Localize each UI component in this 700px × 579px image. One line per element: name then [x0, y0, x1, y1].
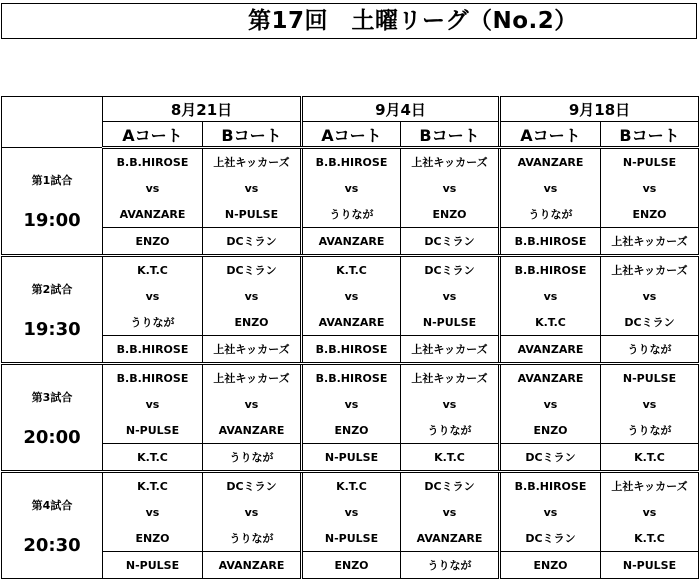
team-cell: N-PULSE	[601, 364, 699, 392]
game-time: 19:00	[23, 210, 81, 231]
referee-team-cell: N-PULSE	[103, 552, 203, 579]
game-time: 19:30	[23, 318, 81, 340]
team-cell: 上社キッカーズ	[401, 148, 500, 176]
referee-team-cell: うりなが	[601, 336, 699, 364]
court-header: Bコート	[601, 122, 699, 148]
match-row	[2, 364, 699, 392]
team-cell: うりなが	[500, 201, 601, 228]
match-row	[2, 391, 699, 417]
court-header: Bコート	[203, 122, 302, 148]
match-row	[2, 444, 699, 472]
referee-team-cell: DCミラン	[203, 228, 302, 256]
team-cell: うりなが	[103, 309, 203, 336]
team-cell: DCミラン	[401, 256, 500, 284]
page-title: 第17回 土曜リーグ（No.2）	[248, 8, 578, 34]
vs-label: vs	[302, 175, 401, 201]
vs-label: vs	[401, 175, 500, 201]
team-cell: K.T.C	[601, 525, 699, 552]
referee-team-cell: K.T.C	[401, 444, 500, 472]
team-cell: ENZO	[601, 201, 699, 228]
team-cell: N-PULSE	[601, 148, 699, 176]
team-cell: DCミラン	[203, 256, 302, 284]
team-cell: うりなが	[203, 525, 302, 552]
vs-label: vs	[401, 283, 500, 309]
court-header-row	[2, 122, 699, 148]
court-header: Aコート	[302, 122, 401, 148]
team-cell: B.B.HIROSE	[302, 148, 401, 176]
game-cell	[2, 148, 103, 256]
team-cell: N-PULSE	[103, 417, 203, 444]
game-time: 20:00	[23, 426, 81, 448]
team-cell: N-PULSE	[401, 309, 500, 336]
team-cell: DCミラン	[601, 309, 699, 336]
match-row	[2, 228, 699, 256]
team-cell: B.B.HIROSE	[103, 148, 203, 176]
vs-label: vs	[401, 499, 500, 525]
referee-team-cell: K.T.C	[103, 444, 203, 472]
vs-label: vs	[500, 499, 601, 525]
date-header: 9月4日	[302, 97, 500, 122]
team-cell: うりなが	[401, 417, 500, 444]
team-cell: AVANZARE	[302, 309, 401, 336]
team-cell: ENZO	[103, 525, 203, 552]
referee-team-cell: ENZO	[103, 228, 203, 256]
referee-team-cell: B.B.HIROSE	[302, 336, 401, 364]
court-header: Aコート	[500, 122, 601, 148]
schedule-table	[1, 96, 699, 579]
match-row	[2, 283, 699, 309]
game-label: 第4試合	[31, 498, 73, 512]
vs-label: vs	[203, 283, 302, 309]
team-cell: DCミラン	[203, 472, 302, 500]
match-row	[2, 175, 699, 201]
date-header: 8月21日	[103, 97, 302, 122]
court-header: Bコート	[401, 122, 500, 148]
match-row	[2, 148, 699, 176]
team-cell: DCミラン	[500, 525, 601, 552]
referee-team-cell: DCミラン	[500, 444, 601, 472]
referee-team-cell: 上社キッカーズ	[601, 228, 699, 256]
vs-label: vs	[601, 499, 699, 525]
team-cell: 上社キッカーズ	[601, 256, 699, 284]
game-time: 20:30	[23, 534, 81, 556]
referee-team-cell: B.B.HIROSE	[103, 336, 203, 364]
game-cell	[2, 256, 103, 364]
date-header: 9月18日	[500, 97, 699, 122]
vs-label: vs	[302, 391, 401, 417]
vs-label: vs	[601, 391, 699, 417]
match-row	[2, 552, 699, 579]
team-cell: 上社キッカーズ	[203, 148, 302, 176]
match-row	[2, 256, 699, 284]
game-cell	[2, 364, 103, 472]
referee-team-cell: AVANZARE	[203, 552, 302, 579]
team-cell: K.T.C	[500, 309, 601, 336]
title-box	[1, 3, 697, 39]
vs-label: vs	[500, 391, 601, 417]
date-header-row	[2, 97, 699, 122]
vs-label: vs	[103, 391, 203, 417]
match-row	[2, 472, 699, 500]
game-label: 第3試合	[31, 390, 73, 404]
vs-label: vs	[302, 499, 401, 525]
team-cell: うりなが	[601, 417, 699, 444]
team-cell: B.B.HIROSE	[302, 364, 401, 392]
game-label: 第2試合	[31, 282, 73, 296]
referee-team-cell: AVANZARE	[500, 336, 601, 364]
team-cell: B.B.HIROSE	[500, 472, 601, 500]
match-row	[2, 499, 699, 525]
team-cell: K.T.C	[103, 256, 203, 284]
referee-team-cell: N-PULSE	[601, 552, 699, 579]
match-row	[2, 309, 699, 336]
vs-label: vs	[203, 175, 302, 201]
game-label: 第1試合	[31, 174, 73, 187]
team-cell: AVANZARE	[500, 364, 601, 392]
vs-label: vs	[103, 283, 203, 309]
vs-label: vs	[601, 283, 699, 309]
referee-team-cell: DCミラン	[401, 228, 500, 256]
team-cell: N-PULSE	[203, 201, 302, 228]
match-row	[2, 201, 699, 228]
team-cell: ENZO	[500, 417, 601, 444]
team-cell: K.T.C	[302, 472, 401, 500]
referee-team-cell: N-PULSE	[302, 444, 401, 472]
team-cell: B.B.HIROSE	[500, 256, 601, 284]
team-cell: AVANZARE	[203, 417, 302, 444]
team-cell: ENZO	[203, 309, 302, 336]
vs-label: vs	[500, 175, 601, 201]
referee-team-cell: うりなが	[203, 444, 302, 472]
referee-team-cell: ENZO	[500, 552, 601, 579]
team-cell: ENZO	[401, 201, 500, 228]
referee-team-cell: うりなが	[401, 552, 500, 579]
referee-team-cell: K.T.C	[601, 444, 699, 472]
games-body	[2, 148, 699, 579]
team-cell: 上社キッカーズ	[203, 364, 302, 392]
team-cell: AVANZARE	[500, 148, 601, 176]
team-cell: K.T.C	[103, 472, 203, 500]
referee-team-cell: 上社キッカーズ	[401, 336, 500, 364]
team-cell: N-PULSE	[302, 525, 401, 552]
team-cell: 上社キッカーズ	[601, 472, 699, 500]
vs-label: vs	[203, 391, 302, 417]
referee-team-cell: 上社キッカーズ	[203, 336, 302, 364]
vs-label: vs	[203, 499, 302, 525]
match-row	[2, 336, 699, 364]
vs-label: vs	[601, 175, 699, 201]
team-cell: うりなが	[302, 201, 401, 228]
team-cell: AVANZARE	[103, 201, 203, 228]
referee-team-cell: ENZO	[302, 552, 401, 579]
team-cell: ENZO	[302, 417, 401, 444]
game-cell	[2, 472, 103, 579]
vs-label: vs	[302, 283, 401, 309]
referee-team-cell: B.B.HIROSE	[500, 228, 601, 256]
referee-team-cell: AVANZARE	[302, 228, 401, 256]
court-header: Aコート	[103, 122, 203, 148]
vs-label: vs	[103, 175, 203, 201]
vs-label: vs	[500, 283, 601, 309]
match-row	[2, 417, 699, 444]
team-cell: 上社キッカーズ	[401, 364, 500, 392]
team-cell: B.B.HIROSE	[103, 364, 203, 392]
team-cell: AVANZARE	[401, 525, 500, 552]
team-cell: K.T.C	[302, 256, 401, 284]
vs-label: vs	[401, 391, 500, 417]
match-row	[2, 525, 699, 552]
team-cell: DCミラン	[401, 472, 500, 500]
vs-label: vs	[103, 499, 203, 525]
corner-cell	[2, 97, 103, 148]
